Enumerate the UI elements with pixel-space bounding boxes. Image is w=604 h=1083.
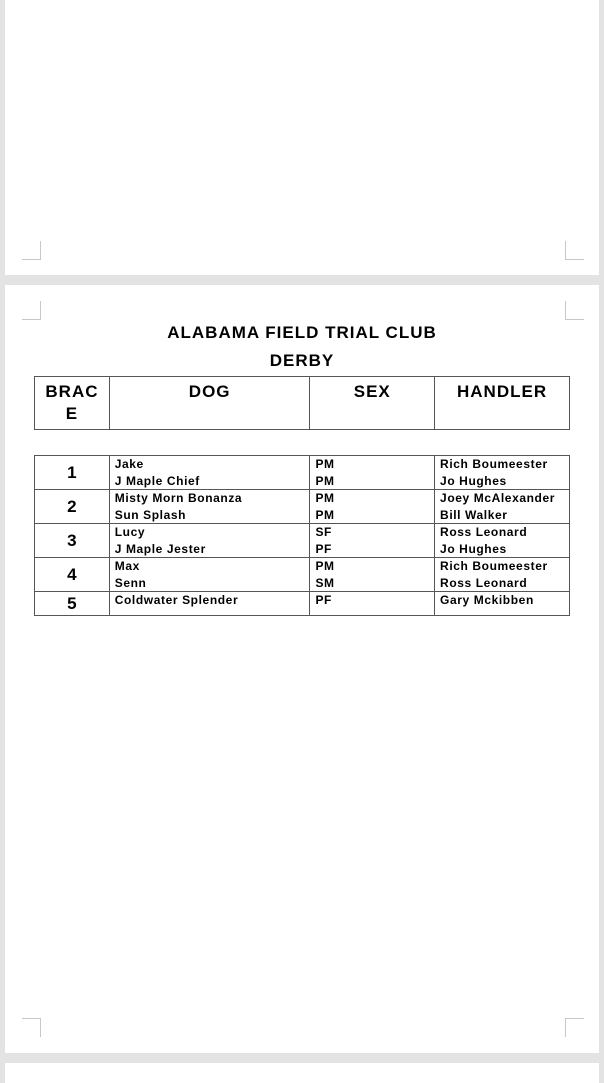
handler-cell — [435, 558, 570, 592]
dog-sex: PM — [315, 473, 335, 488]
sex-cell — [310, 524, 435, 558]
dog-name: Coldwater Splender — [114, 593, 239, 607]
brace-number: 4 — [35, 558, 110, 592]
dog-sex: PM — [315, 491, 335, 505]
dog-name: J Maple Jester — [114, 541, 206, 556]
handler-name: Rich Boumeester — [440, 559, 548, 573]
brace-number: 5 — [35, 592, 110, 616]
brace-number: 2 — [35, 490, 110, 524]
previous-page — [5, 0, 599, 275]
sex-header: SEX — [310, 377, 435, 430]
dog-sex: SM — [315, 575, 335, 590]
handler-header: HANDLER — [435, 377, 570, 430]
brace-table — [34, 455, 570, 616]
handler-cell — [435, 592, 570, 616]
margin-corner-mark — [22, 301, 41, 320]
brace-number: 3 — [35, 524, 110, 558]
sex-cell — [310, 490, 435, 524]
dog-name: Jake — [114, 457, 144, 471]
dog-sex: PM — [315, 559, 335, 573]
document-subtitle: DERBY — [269, 351, 335, 370]
table-row — [35, 490, 570, 524]
dog-sex: PM — [315, 457, 335, 471]
handler-name: Rich Boumeester — [440, 457, 548, 471]
handler-cell — [435, 490, 570, 524]
dog-cell — [109, 524, 310, 558]
dog-name: Sun Splash — [114, 507, 187, 522]
dog-sex: PF — [315, 541, 332, 556]
handler-name: Bill Walker — [440, 507, 508, 522]
next-page — [5, 1063, 599, 1083]
dog-cell — [109, 456, 310, 490]
margin-corner-mark — [22, 241, 41, 260]
dog-cell — [109, 558, 310, 592]
handler-name: Jo Hughes — [440, 541, 507, 556]
dog-name: Senn — [114, 575, 147, 590]
margin-corner-mark — [565, 1018, 584, 1037]
sex-cell — [310, 456, 435, 490]
dog-cell — [109, 490, 310, 524]
margin-corner-mark — [565, 241, 584, 260]
dog-name: Lucy — [114, 525, 146, 539]
margin-corner-mark — [565, 301, 584, 320]
handler-name: Ross Leonard — [440, 575, 528, 590]
brace-number: 1 — [35, 456, 110, 490]
margin-corner-mark — [22, 1018, 41, 1037]
dog-name: Misty Morn Bonanza — [114, 491, 243, 505]
handler-name: Gary Mckibben — [440, 593, 534, 607]
document-page — [5, 285, 599, 1053]
dog-sex: PM — [315, 507, 335, 522]
handler-cell — [435, 456, 570, 490]
table-row — [35, 456, 570, 490]
sex-cell — [310, 558, 435, 592]
dog-cell — [109, 592, 310, 616]
table-row — [35, 558, 570, 592]
brace-header: BRAC E — [35, 377, 110, 430]
handler-cell — [435, 524, 570, 558]
dog-header: DOG — [109, 377, 309, 430]
document-title: ALABAMA FIELD TRIAL CLUB — [167, 323, 437, 342]
dog-name: J Maple Chief — [114, 473, 200, 488]
handler-name: Jo Hughes — [440, 473, 507, 488]
handler-name: Ross Leonard — [440, 525, 528, 539]
sex-cell — [310, 592, 435, 616]
table-row — [35, 524, 570, 558]
header-table — [34, 376, 570, 430]
table-row — [35, 592, 570, 616]
handler-name: Joey McAlexander — [440, 491, 556, 505]
dog-name: Max — [114, 559, 140, 573]
dog-sex: SF — [315, 525, 332, 539]
dog-sex: PF — [315, 593, 332, 607]
